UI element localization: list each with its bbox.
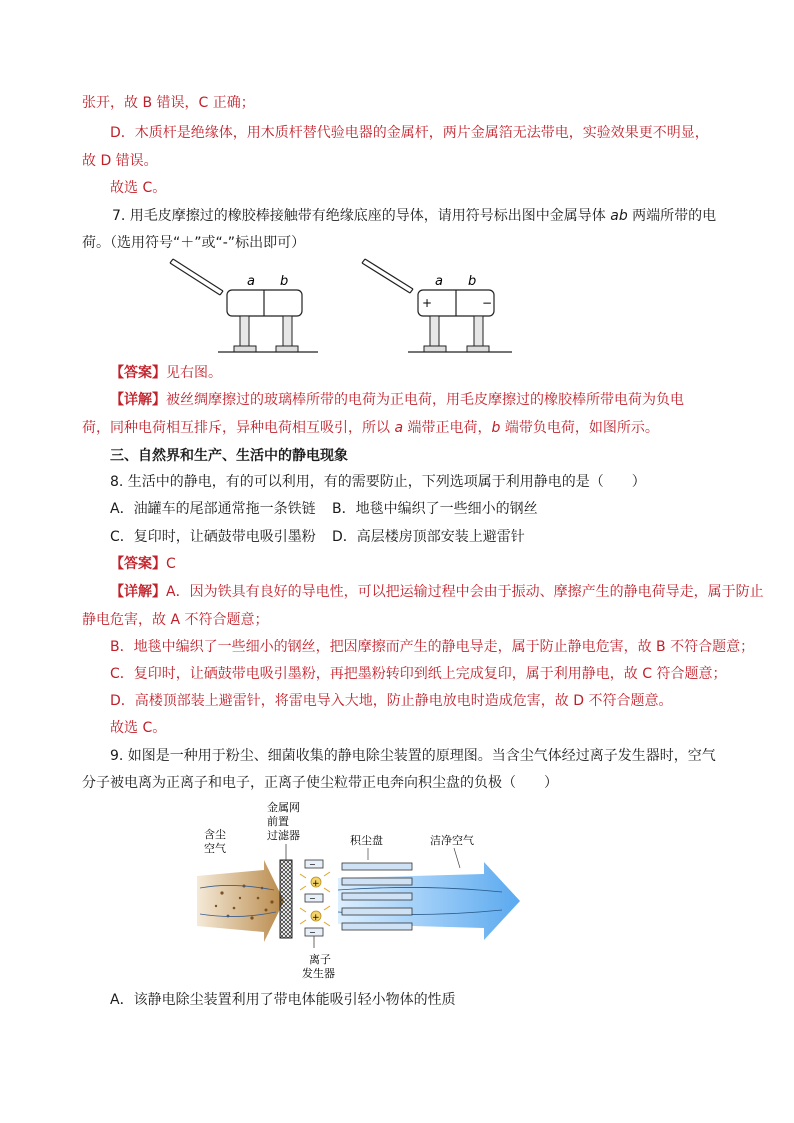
plus-sign: + <box>422 296 433 310</box>
dust-plate-label: 积尘盘 <box>350 834 383 847</box>
option-8C: C．复印时，让硒鼓带电吸引墨粉 <box>110 529 316 545</box>
question-7: 7. 用毛皮摩擦过的橡胶棒接触带有绝缘底座的导体，请用符号标出图中金属导体 ab 两端所带的电 <box>112 208 717 224</box>
label-b: b <box>280 274 289 289</box>
mesh-filter <box>280 860 292 938</box>
dusty-air-label: 含尘 <box>204 828 226 841</box>
minus-sign: − <box>482 296 493 310</box>
svg-text:前置: 前置 <box>267 815 289 828</box>
minus-sign: − <box>309 894 316 903</box>
insulating-leg <box>240 316 249 346</box>
text-line: D．木质杆是绝缘体，用木质杆替代验电器的金属杆，两片金属箔无法带电，实验效果更不明显， <box>110 125 709 141</box>
minus-sign: − <box>309 928 316 937</box>
svg-text:空气: 空气 <box>204 842 226 855</box>
ion-generator-label: 离子 <box>309 953 331 966</box>
question-8: 8. 生活中的静电，有的可以利用，有的需要防止，下列选项属于利用静电的是（ ） <box>110 474 646 490</box>
insulating-leg <box>283 316 292 346</box>
figure-9 <box>192 798 532 986</box>
text-line: 故 D 错误。 <box>82 153 158 169</box>
detail-7: 【详解】被丝绸摩擦过的玻璃棒所带的电荷为正电荷，用毛皮摩擦过的橡胶棒所带电荷为负电 <box>110 392 684 408</box>
text-line: 张开，故 B 错误，C 正确； <box>82 95 255 111</box>
question-9-cont: 分子被电离为正离子和电子，正离子使尘粒带正电奔向积尘盘的负极（ ） <box>82 775 558 791</box>
option-8D: D．高层楼房顶部安装上避雷针 <box>332 529 525 545</box>
detail-8: 【详解】A．因为铁具有良好的导电性，可以把运输过程中会由于振动、摩擦产生的静电荷导走，属于防止 <box>110 584 764 600</box>
section-heading: 三、自然界和生产、生活中的静电现象 <box>110 448 348 464</box>
answer-8: 【答案】C <box>110 556 176 572</box>
detail-8C: C．复印时，让硒鼓带电吸引墨粉，再把墨粉转印到纸上完成复印，属于利用静电，故 C 符合题意； <box>110 666 727 682</box>
svg-text:过滤器: 过滤器 <box>267 829 300 842</box>
option-8A: A．油罐车的尾部通常拖一条铁链 <box>110 501 316 517</box>
question-7-cont: 荷。（选用符号“＋”或“-”标出即可） <box>82 235 306 251</box>
fig7-left <box>170 259 318 352</box>
question-9: 9. 如图是一种用于粉尘、细菌收集的静电除尘装置的原理图。当含尘气体经过离子发生器时，空气 <box>110 748 716 764</box>
detail-8-select: 故选 C。 <box>110 720 167 736</box>
detail-8-cont: 静电危害，故 A 不符合题意； <box>82 612 269 628</box>
minus-sign: − <box>309 860 316 869</box>
label-a: a <box>435 274 443 289</box>
fig7-right <box>362 259 512 352</box>
ion-generator <box>300 860 330 948</box>
text-line: 故选 C。 <box>110 180 167 196</box>
insulating-leg <box>430 316 439 346</box>
plus-sign: + <box>312 913 320 923</box>
plus-sign: + <box>312 879 320 889</box>
option-8B: B．地毯中编织了一些细小的钢丝 <box>332 501 538 517</box>
label-b: b <box>468 274 477 289</box>
insulating-leg <box>474 316 483 346</box>
label-a: a <box>247 274 255 289</box>
clean-air-label: 洁净空气 <box>430 834 474 847</box>
figure-7 <box>160 255 540 360</box>
filter-label: 金属网 <box>267 801 300 814</box>
detail-8B: B．地毯中编织了一些细小的钢丝，把因摩擦而产生的静电导走，属于防止静电危害，故 B 不符合题意； <box>110 639 755 655</box>
detail-8D: D．高楼顶部装上避雷针，将雷电导入大地，防止静电放电时造成危害，故 D 不符合题意。 <box>110 693 673 709</box>
option-9A: A．该静电除尘装置利用了带电体能吸引轻小物体的性质 <box>110 992 456 1008</box>
svg-text:发生器: 发生器 <box>302 967 335 980</box>
detail-7-cont: 荷，同种电荷相互排斥，异种电荷相互吸引，所以 a 端带正电荷，b 端带负电荷，如图所示。 <box>82 420 659 436</box>
answer-7: 【答案】见右图。 <box>110 365 222 381</box>
